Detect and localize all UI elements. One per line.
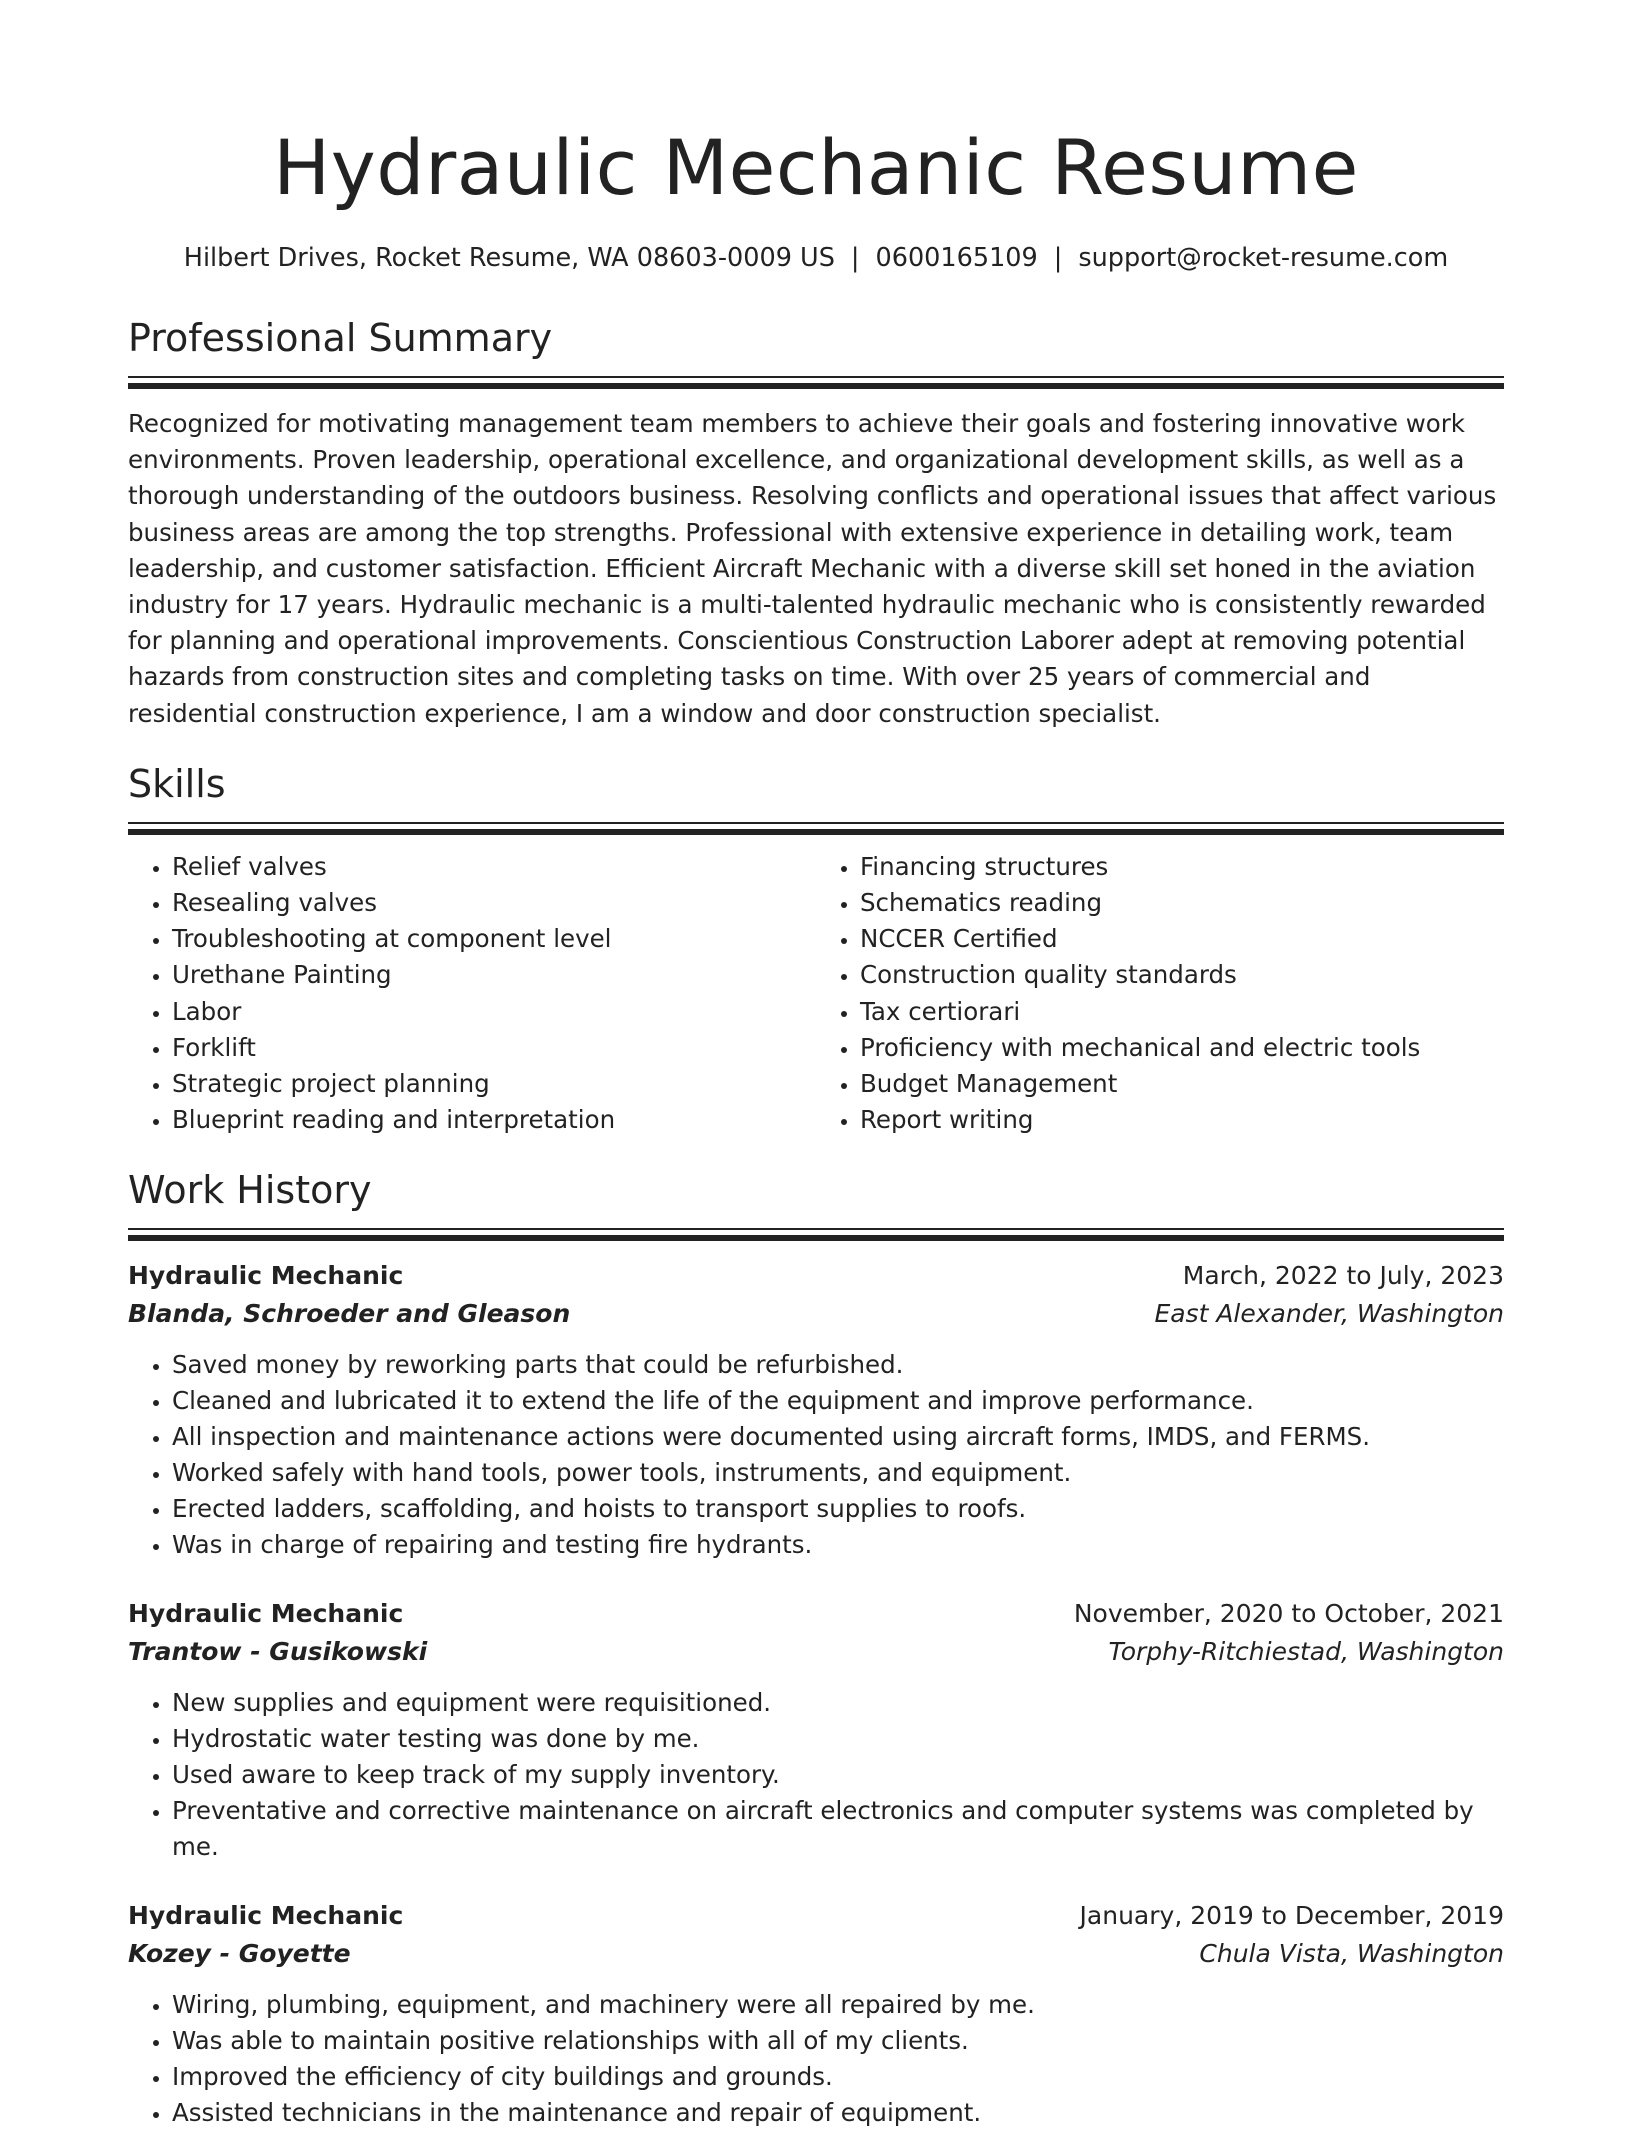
section-divider xyxy=(128,376,1504,389)
job-location: Torphy-Ritchiestad, Washington xyxy=(1108,1637,1504,1667)
job-header xyxy=(128,1257,1504,1295)
skill-item: • Schematics reading xyxy=(860,885,1504,921)
job-duty: • New supplies and equipment were requisitioned. xyxy=(172,1685,1504,1721)
job-duty: • Preventative and corrective maintenance on aircraft electronics and computer systems was completed by me. xyxy=(172,1793,1504,1865)
skill-item: • Construction quality standards xyxy=(860,957,1504,993)
job-duty: • Erected ladders, scaffolding, and hoists to transport supplies to roofs. xyxy=(172,1491,1504,1527)
job-duty: • Wiring, plumbing, equipment, and machinery were all repaired by me. xyxy=(172,1987,1504,2023)
job-title: Hydraulic Mechanic xyxy=(128,1599,404,1629)
job-dates: January, 2019 to December, 2019 xyxy=(1079,1901,1504,1931)
job-duty: • Was in charge of repairing and testing fire hydrants. xyxy=(172,1527,1504,1563)
job-duty: • Was able to maintain positive relationships with all of my clients. xyxy=(172,2023,1504,2059)
skill-item: • Report writing xyxy=(860,1102,1504,1138)
job-dates: November, 2020 to October, 2021 xyxy=(1073,1599,1504,1629)
job-company: Blanda, Schroeder and Gleason xyxy=(128,1299,571,1329)
job-location: East Alexander, Washington xyxy=(1154,1299,1504,1329)
job-duty: • Saved money by reworking parts that could be refurbished. xyxy=(172,1347,1504,1383)
job-duties xyxy=(128,1987,1504,2131)
skills-column-right xyxy=(816,849,1504,1139)
contact-line xyxy=(128,241,1504,275)
job-header xyxy=(128,1595,1504,1633)
work-history-heading: Work History xyxy=(128,1168,372,1213)
job-entry xyxy=(128,1897,1504,2131)
summary-heading: Professional Summary xyxy=(128,316,553,360)
job-title: Hydraulic Mechanic xyxy=(128,1261,404,1291)
skill-item: • Financing structures xyxy=(860,849,1504,885)
contact-phone: 0600165109 xyxy=(875,243,1038,273)
contact-separator: | xyxy=(1053,243,1063,273)
contact-separator: | xyxy=(850,243,860,273)
job-duty: • Hydrostatic water testing was done by me. xyxy=(172,1721,1504,1757)
job-duty: • Worked safely with hand tools, power tools, instruments, and equipment. xyxy=(172,1455,1504,1491)
job-subheader xyxy=(128,1633,1504,1671)
contact-address: Hilbert Drives, Rocket Resume, WA 08603-0009 US xyxy=(183,243,835,273)
skill-item: • Resealing valves xyxy=(172,885,816,921)
skill-item: • Budget Management xyxy=(860,1066,1504,1102)
job-duty: • Improved the efficiency of city buildings and grounds. xyxy=(172,2059,1504,2095)
section-divider xyxy=(128,1228,1504,1241)
job-duty: • Used aware to keep track of my supply inventory. xyxy=(172,1757,1504,1793)
skill-item: • Troubleshooting at component level xyxy=(172,921,816,957)
skill-item: • Tax certiorari xyxy=(860,994,1504,1030)
job-duties xyxy=(128,1347,1504,1563)
skill-item: • Forklift xyxy=(172,1030,816,1066)
job-subheader xyxy=(128,1935,1504,1973)
skills-column-left xyxy=(128,849,816,1139)
skill-item: • NCCER Certified xyxy=(860,921,1504,957)
job-duty: • Cleaned and lubricated it to extend the life of the equipment and improve performance. xyxy=(172,1383,1504,1419)
skills-list xyxy=(128,849,1504,1139)
skill-item: • Strategic project planning xyxy=(172,1066,816,1102)
skills-heading: Skills xyxy=(128,761,226,806)
job-entry xyxy=(128,1257,1504,1563)
job-header xyxy=(128,1897,1504,1935)
job-subheader xyxy=(128,1295,1504,1333)
section-divider xyxy=(128,822,1504,835)
skill-item: • Urethane Painting xyxy=(172,957,816,993)
job-company: Kozey - Goyette xyxy=(128,1939,351,1969)
summary-text: Recognized for motivating management team members to achieve their goals and fostering innovative work environments. Proven leadership, operational excellence, and organizational development skills, as well as a thorough understanding of the outdoors business. Resolving conflicts and operational issues that affect various business areas are among the top strengths. Professional with extensive experience in detailing work, team leadership, and customer satisfaction. Efficient Aircraft Mechanic with a diverse skill set honed in the aviation industry for 17 years. Hydraulic mechanic is a multi-talented hydraulic mechanic who is consistently rewarded for planning and operational improvements. Conscientious Construction Laborer adept at removing potential hazards from construction sites and completing tasks on time. With over 25 years of commercial and residential construction experience, I am a window and door construction specialist. xyxy=(128,409,1497,728)
skill-item: • Proficiency with mechanical and electric tools xyxy=(860,1030,1504,1066)
job-company: Trantow - Gusikowski xyxy=(128,1637,428,1667)
job-dates: March, 2022 to July, 2023 xyxy=(1182,1261,1504,1291)
resume-content xyxy=(128,0,1504,2131)
job-location: Chula Vista, Washington xyxy=(1199,1939,1504,1969)
job-duty: • Assisted technicians in the maintenance and repair of equipment. xyxy=(172,2095,1504,2131)
job-duties xyxy=(128,1685,1504,1865)
job-title: Hydraulic Mechanic xyxy=(128,1901,404,1931)
contact-email: support@rocket-resume.com xyxy=(1078,243,1449,273)
job-entry xyxy=(128,1595,1504,1865)
skill-item: • Blueprint reading and interpretation xyxy=(172,1102,816,1138)
job-duty: • All inspection and maintenance actions were documented using aircraft forms, IMDS, and FERMS. xyxy=(172,1419,1504,1455)
skill-item: • Relief valves xyxy=(172,849,816,885)
resume-title: Hydraulic Mechanic Resume xyxy=(273,123,1359,212)
skill-item: • Labor xyxy=(172,994,816,1030)
